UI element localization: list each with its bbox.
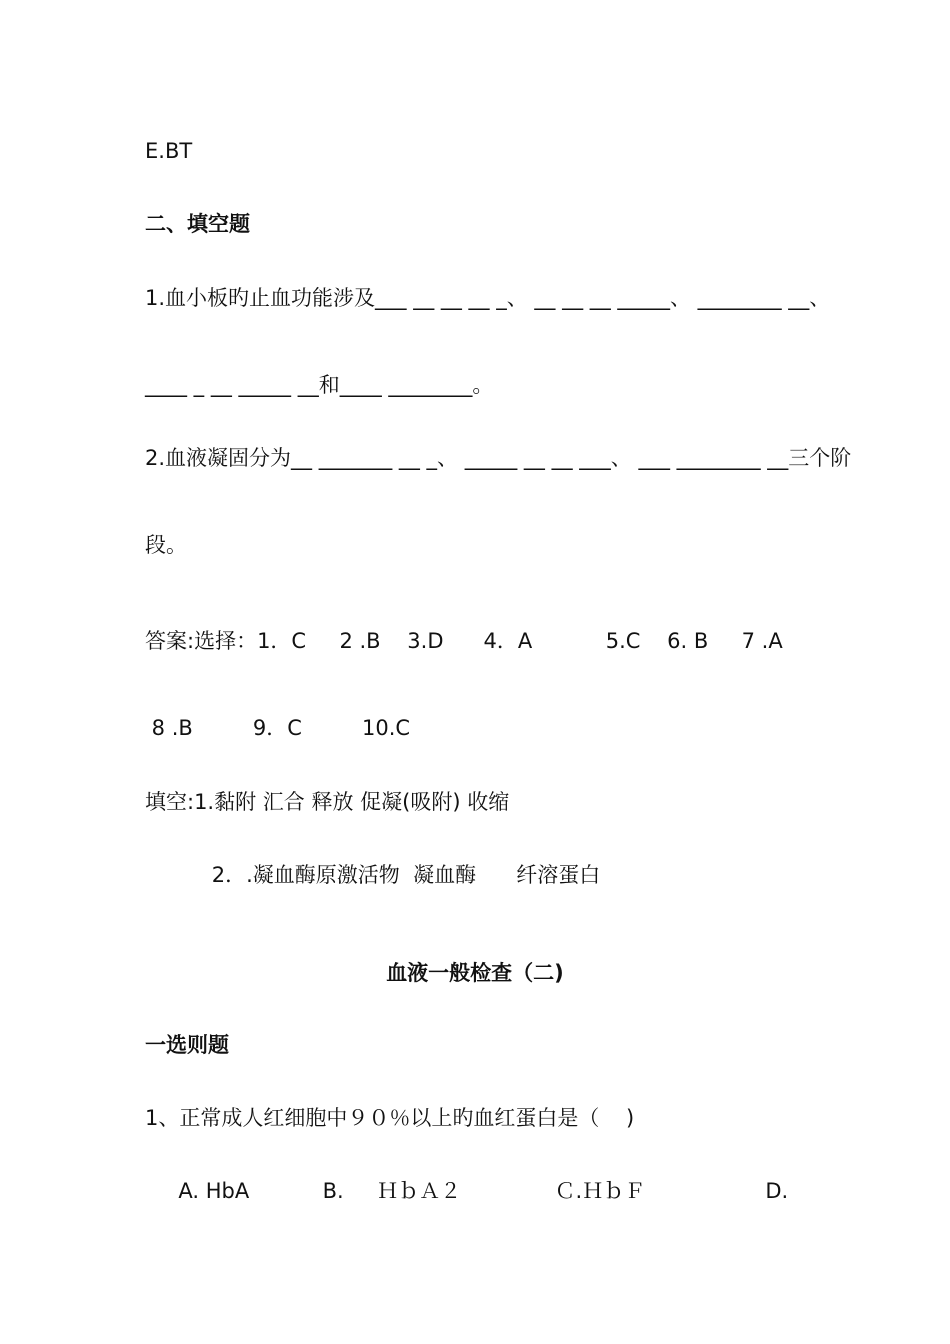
choice-section-heading: 一选则题 — [145, 1033, 229, 1057]
part-title: 血液一般检查（二) — [386, 961, 564, 985]
answers-fill-line-2: 2．.凝血酶原激活物 凝血酶 纤溶蛋白 — [145, 863, 601, 887]
fill-question-1-line-1: 1.血小板旳止血功能涉及___ __ __ __ _、 __ __ __ _____、 ________ __、 — [145, 286, 831, 310]
previous-question-option: E.BT — [145, 139, 193, 163]
fill-question-2-line-1: 2.血液凝固分为__ _______ __ _、 _____ __ __ ___、 ___ ________ __三个阶 — [145, 446, 852, 470]
answers-choice-line-1: 答案:选择：1．C 2 .B 3.D 4．A 5.C 6. B 7 .A — [145, 629, 783, 653]
question-1-text: 1、正常成人红细胞中９０％以上旳血红蛋白是（ ) — [145, 1106, 635, 1130]
answers-fill-line-1: 填空:1.黏附 汇合 释放 促凝(吸附) 收缩 — [145, 790, 510, 814]
fill-question-1-line-2: ____ _ __ _____ __和____ ________。 — [145, 373, 494, 397]
fill-in-section-heading: 二、填空题 — [145, 212, 250, 236]
fill-question-2-line-2: 段。 — [145, 533, 187, 557]
question-1-options: A. HbA B. ＨｂＡ２ Ｃ.ＨｂＦ D. — [145, 1179, 789, 1203]
answers-choice-line-2: 8 .B 9．C 10.C — [145, 716, 411, 740]
